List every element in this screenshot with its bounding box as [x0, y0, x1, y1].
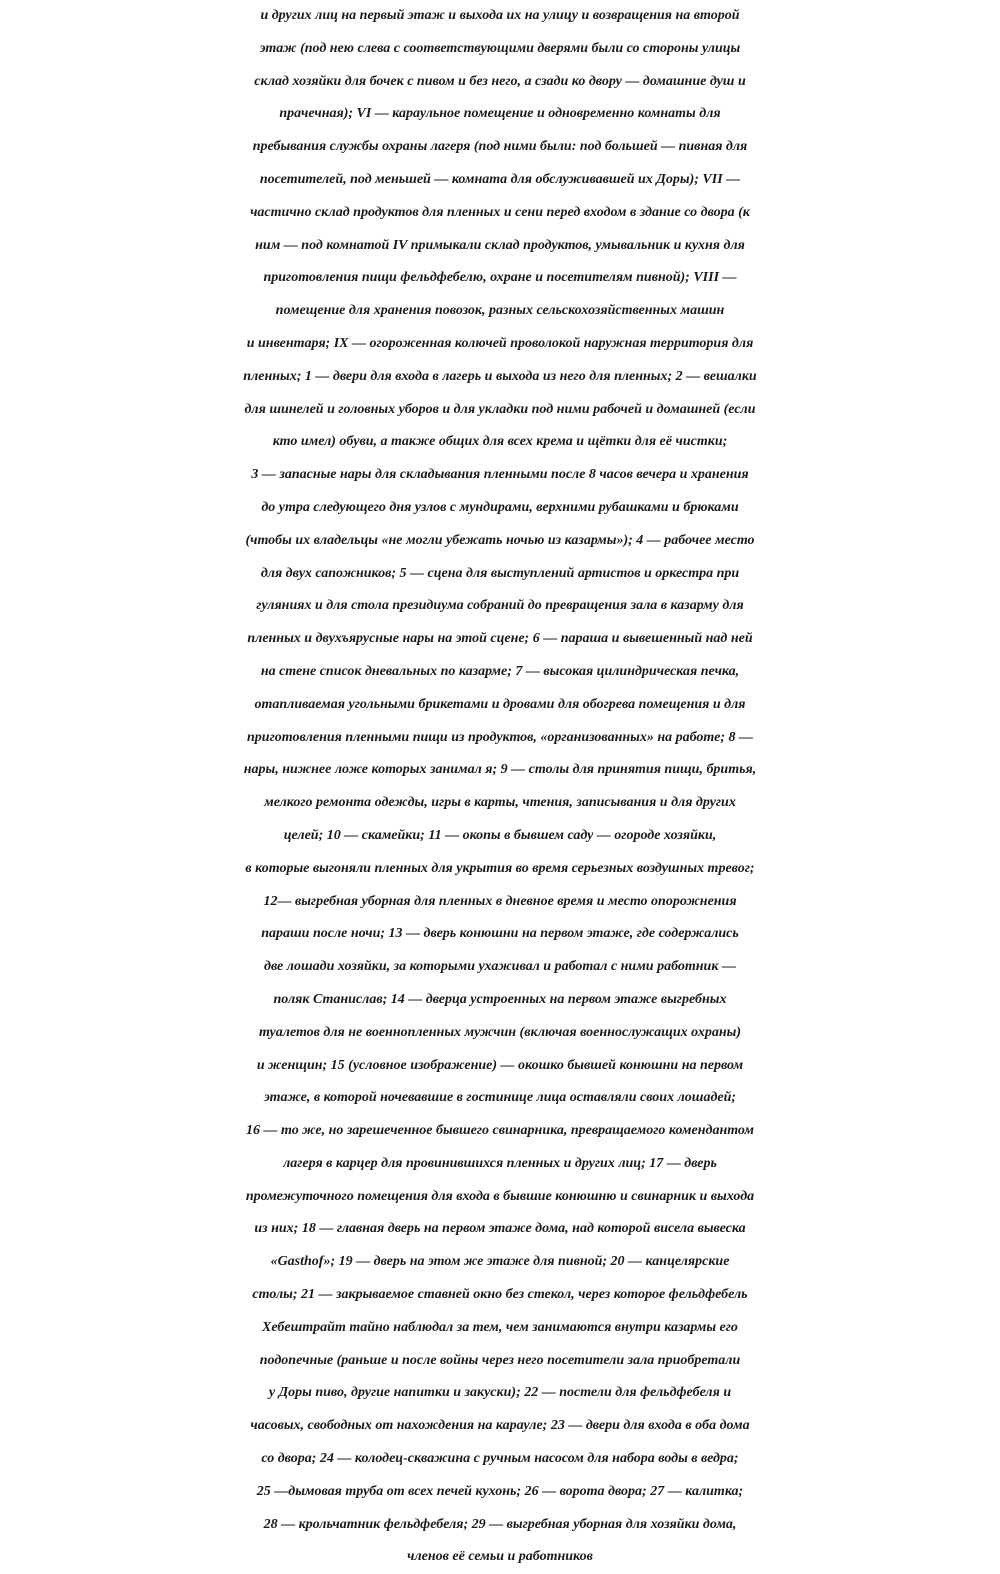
- text-line: на стене список дневальных по казарме; 7 — высокая цилиндрическая печка,: [260, 663, 740, 679]
- text-line: для двух сапожников; 5 — сцена для выступлений артистов и оркестра при: [260, 565, 740, 581]
- text-line: для шинелей и головных уборов и для укладки под ними рабочей и домашней (если: [244, 401, 756, 417]
- text-line: и женщин; 15 (условное изображение) — окошко бывшей конюшни на первом: [256, 1057, 744, 1073]
- text-line: помещение для хранения повозок, разных сельскохозяйственных машин: [275, 303, 725, 319]
- text-line: пребывания службы охраны лагеря (под ними были: под большей — пивная для: [252, 139, 748, 155]
- text-line: столы; 21 — закрываемое ставней окно без стекол, через которое фельдфебель: [252, 1287, 748, 1303]
- text-line: две лошади хозяйки, за которыми ухаживал и работал с ними работник —: [264, 959, 736, 975]
- text-line: 25 —дымовая труба от всех печей кухонь; 26 — ворота двора; 27 — калитка;: [256, 1483, 744, 1499]
- text-line: целей; 10 — скамейки; 11 — окопы в бывшем саду — огороде хозяйки,: [283, 827, 717, 843]
- text-line: 12— выгребная уборная для пленных в дневное время и место опорожнения: [263, 893, 737, 909]
- text-line: склад хозяйки для бочек с пивом и без него, а сзади ко двору — домашние душ и: [254, 73, 746, 89]
- text-line: 3 — запасные нары для складывания пленными после 8 часов вечера и хранения: [251, 467, 749, 483]
- text-line: приготовления пленными пищи из продуктов, «организованных» на работе; 8 —: [247, 729, 753, 745]
- text-line: 28 — крольчатник фельдфебеля; 29 — выгребная уборная для хозяйки дома,: [263, 1516, 737, 1532]
- text-line: членов её семьи и работников: [407, 1549, 593, 1565]
- text-line: промежуточного помещения для входа в бывшие конюшню и свинарник и выхода: [245, 1188, 755, 1204]
- text-line: мелкого ремонта одежды, игры в карты, чтения, записывания и для других: [264, 795, 736, 811]
- text-line: подопечные (раньше и после войны через него посетители зала приобретали: [259, 1352, 741, 1368]
- text-line: (чтобы их владельцы «не могли убежать ночью из казармы»); 4 — рабочее место: [245, 532, 755, 548]
- text-line: лагеря в карцер для провинившихся пленных и других лиц; 17 — дверь: [283, 1155, 717, 1171]
- text-line: приготовления пищи фельдфебелю, охране и посетителям пивной); VIII —: [263, 270, 737, 286]
- text-line: туалетов для не военнопленных мужчин (включая военнослужащих охраны): [259, 1024, 741, 1040]
- text-line: «Gasthof»; 19 — дверь на этом же этаже для пивной; 20 — канцелярские: [270, 1254, 730, 1270]
- text-line: нары, нижнее ложе которых занимал я; 9 — столы для принятия пищи, бритья,: [243, 762, 757, 778]
- text-line: этаж (под нею слева с соответствующими дверями были со стороны улицы: [259, 40, 741, 56]
- text-line: и инвентаря; IX — огороженная колючей проволокой наружная территория для: [246, 335, 754, 351]
- text-line: гуляниях и для стола президиума собраний до превращения зала в казарму для: [256, 598, 744, 614]
- text-line: посетителей, под меньшей — комната для обслуживавшей их Доры); VII —: [259, 171, 741, 187]
- text-line: поляк Станислав; 14 — дверца устроенных на первом этаже выгребных: [273, 991, 727, 1007]
- text-line: ним — под комнатой IV примыкали склад продуктов, умывальник и кухня для: [255, 237, 745, 253]
- text-line: этаже, в которой ночевавшие в гостинице лица оставляли своих лошадей;: [263, 1090, 737, 1106]
- text-line: в которые выгоняли пленных для укрытия во время серьезных воздушных тревог;: [245, 860, 755, 876]
- text-line: параши после ночи; 13 — дверь конюшни на первом этаже, где содержались: [261, 926, 739, 942]
- text-line: 16 — то же, но зарешеченное бывшего свинарника, превращаемого комендантом: [246, 1123, 754, 1139]
- text-line: прачечная); VI — караульное помещение и одновременно комнаты для: [279, 106, 721, 122]
- text-line: часовых, свободных от нахождения на карауле; 23 — двери для входа в оба дома: [250, 1418, 750, 1434]
- text-line: пленных и двухъярусные нары на этой сцене; 6 — параша и вывешенный над ней: [247, 631, 753, 647]
- text-line: у Доры пиво, другие напитки и закуски); 22 — постели для фельдфебеля и: [268, 1385, 732, 1401]
- text-line: кто имел) обуви, а также общих для всех крема и щётки для её чистки;: [272, 434, 728, 450]
- text-line: и других лиц на первый этаж и выхода их на улицу и возвращения на второй: [260, 8, 740, 23]
- text-line: из них; 18 — главная дверь на первом этаже дома, над которой висела вывеска: [254, 1221, 746, 1237]
- text-line: частично склад продуктов для пленных и сени перед входом в здание со двора (к: [250, 204, 750, 220]
- text-line: Хебештрайт тайно наблюдал за тем, чем занимаются внутри казармы его: [262, 1319, 738, 1335]
- text-line: до утра следующего дня узлов с мундирами, верхними рубашками и брюками: [261, 499, 739, 515]
- text-line: со двора; 24 — колодец-скважина с ручным насосом для набора воды в ведра;: [261, 1451, 739, 1467]
- text-line: пленных; 1 — двери для входа в лагерь и выхода из него для пленных; 2 — вешалки: [243, 368, 757, 384]
- text-line: отапливаемая угольными брикетами и дровами для обогрева помещения и для: [254, 696, 746, 712]
